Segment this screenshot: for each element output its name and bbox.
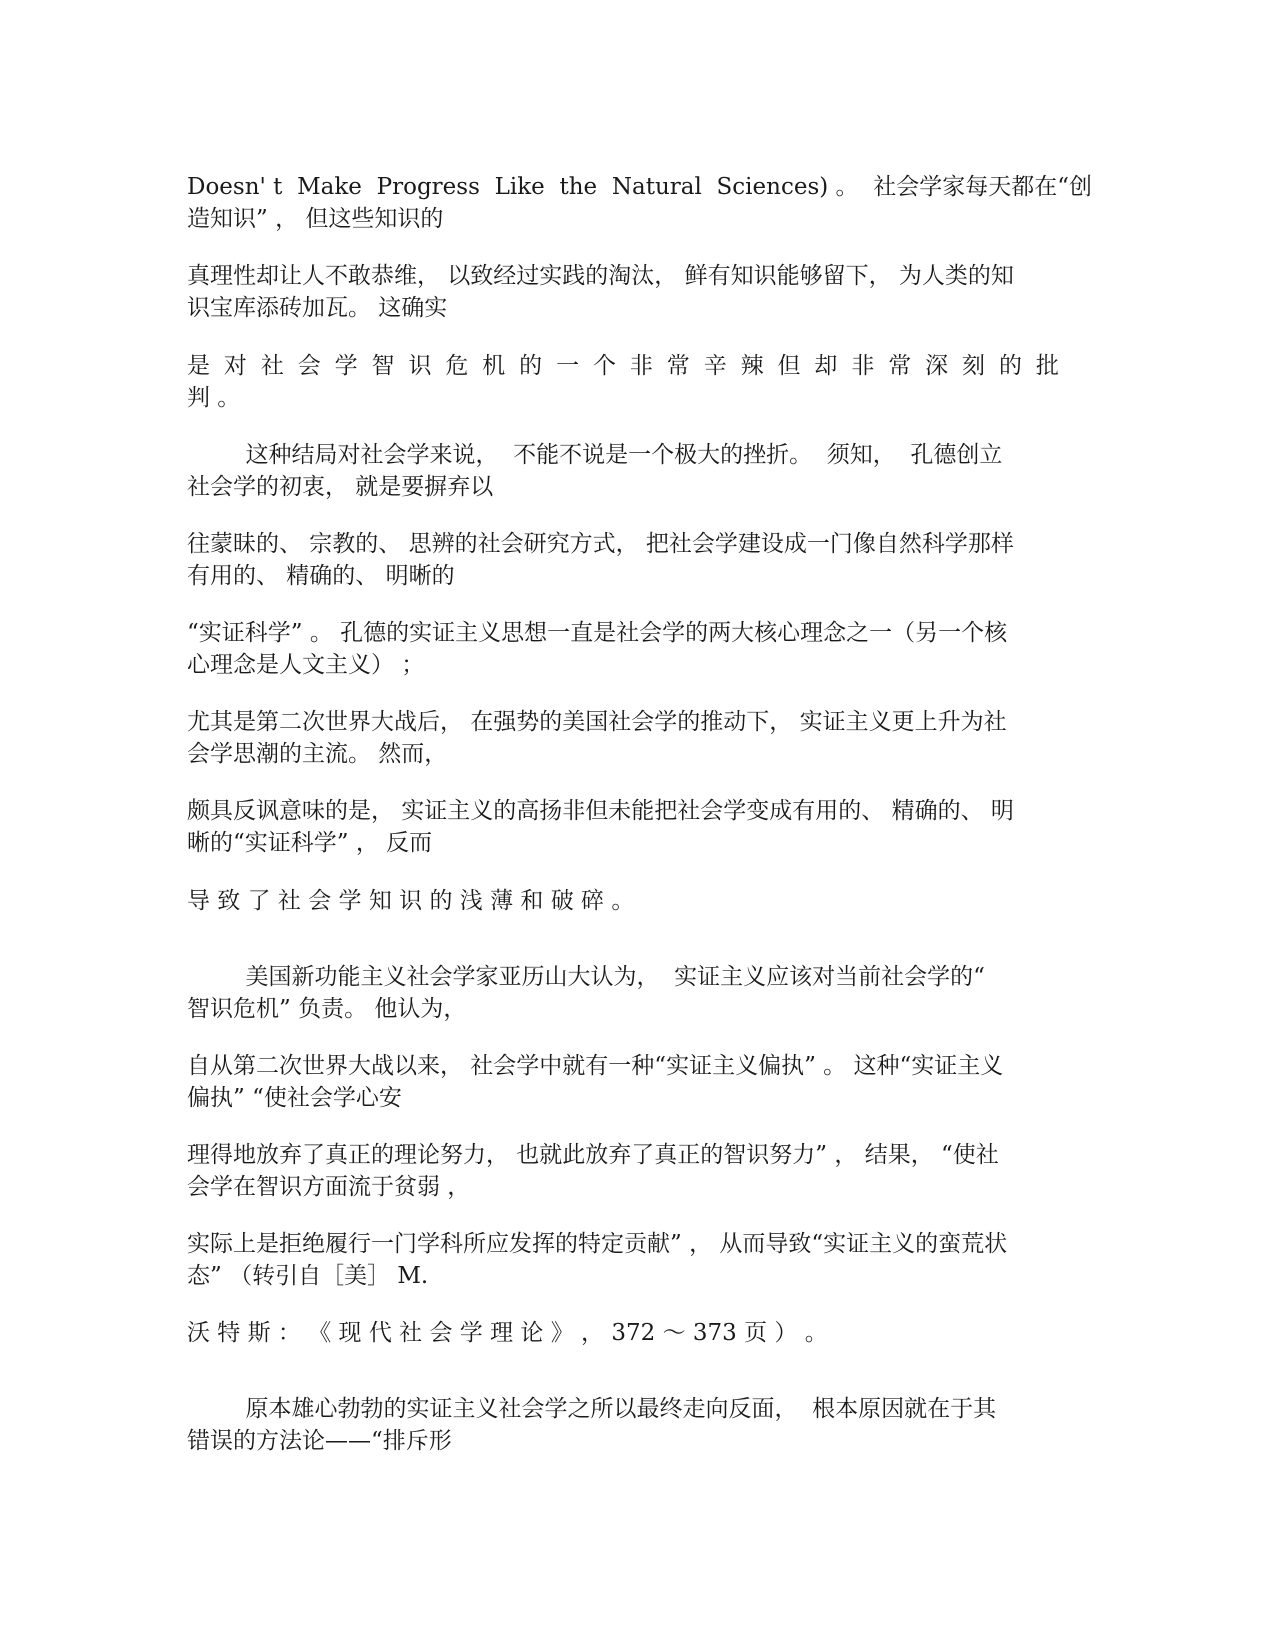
char: 辣 — [740, 353, 764, 379]
word: the — [559, 174, 598, 200]
paragraph-line: 理得地放弃了真正的理论努力， 也就此放弃了真正的智识努力” ， 结果， “使社 — [187, 1142, 999, 1168]
paragraph-line: 有用的、 精确的、 明晰的 — [187, 563, 455, 589]
paragraph-line: 判 。 — [187, 385, 241, 411]
paragraph-line: 沃 特 斯 ： 《 现 代 社 会 学 理 论 》 ， 372 ～ 373 页 ） 。 — [187, 1320, 828, 1346]
paragraph-4 — [187, 439, 1092, 503]
word: Like — [494, 174, 545, 200]
paragraph-line: 颇具反讽意味的是， 实证主义的高扬非但未能把社会学变成有用的、 精确的、 明 — [187, 798, 1014, 824]
char: 常 — [666, 353, 690, 379]
paragraph-15 — [187, 1393, 1092, 1457]
paragraph-line: 会学思潮的主流。 然而， — [187, 741, 448, 767]
char: 批 — [1035, 353, 1059, 379]
paragraph-line: 态” （转引自［美］ M. — [187, 1263, 429, 1289]
word: Make — [297, 174, 362, 200]
char: 常 — [888, 353, 912, 379]
char: 的 — [998, 353, 1022, 379]
word: Natural — [611, 174, 702, 200]
char: 却 — [814, 353, 838, 379]
paragraph-line: 晰的“实证科学” ， 反而 — [187, 830, 433, 856]
char: 但 — [777, 353, 801, 379]
paragraph-line: 社会学的初衷， 就是要摒弃以 — [187, 474, 494, 500]
paragraph-1 — [187, 171, 1092, 235]
word: 社会学家每天都在“创 — [873, 174, 1092, 200]
char: 辛 — [703, 353, 727, 379]
char: 非 — [851, 353, 875, 379]
paragraph-5 — [187, 528, 1092, 592]
paragraph-line: 造知识” ， 但这些知识的 — [187, 206, 444, 232]
paragraph-line: 美国新功能主义社会学家亚历山大认为， 实证主义应该对当前社会学的“ — [187, 964, 985, 990]
paragraph-line: 真理性却让人不敢恭维， 以致经过实践的淘汰， 鲜有知识能够留下， 为人类的知 — [187, 263, 1014, 289]
char: 识 — [408, 353, 432, 379]
paragraph-line: 这种结局对社会学来说， 不能不说是一个极大的挫折。 须知， 孔德创立 — [187, 442, 1003, 468]
char: 个 — [592, 353, 616, 379]
char: 智 — [371, 353, 395, 379]
char: 的 — [519, 353, 543, 379]
char: 是 — [187, 353, 210, 379]
paragraph-9 — [187, 885, 1092, 917]
paragraph-line: 自从第二次世界大战以来， 社会学中就有一种“实证主义偏执” 。 这种“实证主义 — [187, 1053, 1004, 1079]
char: 机 — [482, 353, 506, 379]
paragraph-line: 心理念是人文主义） ； — [187, 652, 425, 678]
char: 非 — [629, 353, 653, 379]
char: 一 — [556, 353, 580, 379]
paragraph-8 — [187, 795, 1092, 859]
paragraph-2 — [187, 260, 1092, 324]
paragraph-10 — [187, 961, 1092, 1025]
paragraph-7 — [187, 706, 1092, 770]
paragraph-line: 原本雄心勃勃的实证主义社会学之所以最终走向反面， 根本原因就在于其 — [187, 1396, 997, 1422]
char: 刻 — [962, 353, 986, 379]
paragraph-12 — [187, 1139, 1092, 1203]
char: 对 — [223, 353, 247, 379]
char: 学 — [334, 353, 358, 379]
paragraph-line: 导 致 了 社 会 学 知 识 的 浅 薄 和 破 碎 。 — [187, 888, 635, 914]
char: 深 — [925, 353, 949, 379]
paragraph-line: 智识危机” 负责。 他认为， — [187, 996, 467, 1022]
paragraph-14 — [187, 1317, 1092, 1349]
paragraph-13 — [187, 1228, 1092, 1292]
paragraph-line — [187, 350, 1059, 382]
paragraph-line: 尤其是第二次世界大战后， 在强势的美国社会学的推动下， 实证主义更上升为社 — [187, 709, 1007, 735]
paragraph-line: 往蒙昧的、 宗教的、 思辨的社会研究方式， 把社会学建设成一门像自然科学那样 — [187, 531, 1014, 557]
paragraph-line: “实证科学” 。 孔德的实证主义思想一直是社会学的两大核心理念之一（另一个核 — [187, 620, 1008, 646]
paragraph-line: 错误的方法论——“排斥形 — [187, 1428, 452, 1454]
paragraph-line: 识宝库添砖加瓦。 这确实 — [187, 295, 448, 321]
paragraph-line — [187, 171, 1092, 203]
paragraph-6 — [187, 617, 1092, 681]
paragraph-line: 会学在智识方面流于贫弱 ， — [187, 1174, 471, 1200]
paragraph-11 — [187, 1050, 1092, 1114]
char: 会 — [297, 353, 321, 379]
paragraph-line: 偏执” “使社会学心安 — [187, 1085, 402, 1111]
word: Sciences) 。 — [716, 174, 859, 200]
word: Progress — [376, 174, 480, 200]
paragraph-3 — [187, 350, 1092, 414]
char: 社 — [260, 353, 284, 379]
paragraph-line: 实际上是拒绝履行一门学科所应发挥的特定贡献” ， 从而导致“实证主义的蛮荒状 — [187, 1231, 1008, 1257]
word: Doesn' t — [187, 174, 283, 200]
char: 危 — [445, 353, 469, 379]
